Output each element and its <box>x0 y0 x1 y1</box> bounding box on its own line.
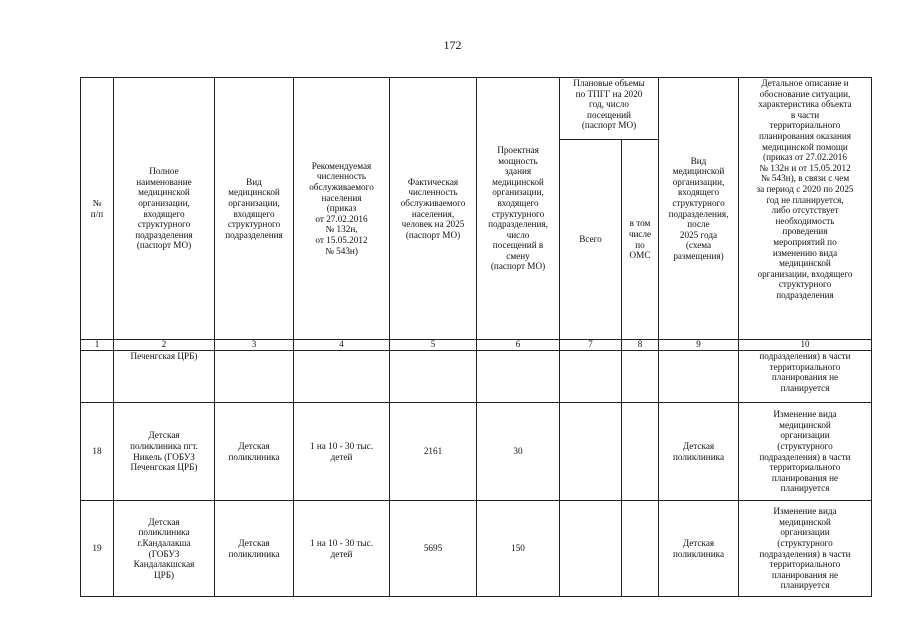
cell-org-type-after: Детская поликлиника <box>659 501 739 597</box>
column-number: 4 <box>294 340 390 351</box>
header-row-1 <box>81 78 872 140</box>
table-row <box>81 403 872 501</box>
table-row <box>81 501 872 597</box>
column-number: 3 <box>215 340 294 351</box>
cell-recommended: 1 на 10 - 30 тыс. детей <box>294 501 390 597</box>
cell-recommended: 1 на 10 - 30 тыс. детей <box>294 403 390 501</box>
cell-total <box>560 351 622 403</box>
cell-org-type: Детская поликлиника <box>215 403 294 501</box>
header-oms: в том числе по ОМС <box>622 140 659 340</box>
column-number-row <box>81 340 872 351</box>
cell-oms <box>622 403 659 501</box>
cell-description: подразделения) в части территориального планирования не планируется <box>739 351 872 403</box>
cell-actual <box>390 351 477 403</box>
cell-oms <box>622 351 659 403</box>
column-number: 8 <box>622 340 659 351</box>
column-number: 5 <box>390 340 477 351</box>
header-recommended-population: Рекомендуемая численность обслуживаемого населения (приказ от 27.02.2016 № 132н, от 15.05.2012 № 543н) <box>294 78 390 340</box>
header-description: Детальное описание и обоснование ситуации, характеристика объекта в части территориального планирования оказания медицинской помощи (приказ от 27.02.2016 № 132н и от 15.05.2012 № 543н), в связи с чем за период с 2020 по 2025 год не планируется, либо отсутствует необходимость проведения мероприятий по изменению вида медицинской организации, входящего структурного подразделения <box>739 78 872 340</box>
header-actual-population: Фактическая численность обслуживаемого населения, человек на 2025 (паспорт МО) <box>390 78 477 340</box>
cell-capacity <box>477 351 560 403</box>
continuation-row <box>81 351 872 403</box>
cell-org-type-after <box>659 351 739 403</box>
cell-total <box>560 403 622 501</box>
column-number: 10 <box>739 340 872 351</box>
header-org-type-after-2025: Вид медицинской организации, входящего структурного подразделения, после 2025 года (схема размещения) <box>659 78 739 340</box>
cell-actual: 5695 <box>390 501 477 597</box>
header-planned-volumes: Плановые объемы по ТПГГ на 2020 год, число посещений (паспорт МО) <box>560 78 659 140</box>
cell-capacity: 150 <box>477 501 560 597</box>
cell-full-name: Печенгская ЦРБ) <box>114 351 215 403</box>
cell-org-type: Детская поликлиника <box>215 501 294 597</box>
column-number: 7 <box>560 340 622 351</box>
cell-num: 18 <box>81 403 114 501</box>
page-number: 172 <box>443 38 462 52</box>
header-total: Всего <box>560 140 622 340</box>
header-org-type: Вид медицинской организации, входящего структурного подразделения <box>215 78 294 340</box>
cell-num <box>81 351 114 403</box>
cell-oms <box>622 501 659 597</box>
cell-num: 19 <box>81 501 114 597</box>
header-num: № п/п <box>81 78 114 340</box>
header-design-capacity: Проектная мощность здания медицинской организации, входящего структурного подразделения, число посещений в смену (паспорт МО) <box>477 78 560 340</box>
cell-description: Изменение вида медицинской организации (структурного подразделения) в части территориального планирования не планируется <box>739 501 872 597</box>
cell-org-type-after: Детская поликлиника <box>659 403 739 501</box>
cell-recommended <box>294 351 390 403</box>
cell-full-name: Детская поликлиника г.Кандалакша (ГОБУЗ Кандалакшская ЦРБ) <box>114 501 215 597</box>
column-number: 2 <box>114 340 215 351</box>
cell-full-name: Детская поликлиника пгт. Никель (ГОБУЗ Печенгская ЦРБ) <box>114 403 215 501</box>
column-number: 1 <box>81 340 114 351</box>
cell-capacity: 30 <box>477 403 560 501</box>
header-full-name: Полное наименование медицинской организации, входящего структурного подразделения (паспорт МО) <box>114 78 215 340</box>
cell-total <box>560 501 622 597</box>
cell-description: Изменение вида медицинской организации (структурного подразделения) в части территориального планирования не планируется <box>739 403 872 501</box>
cell-actual: 2161 <box>390 403 477 501</box>
column-number: 9 <box>659 340 739 351</box>
column-number: 6 <box>477 340 560 351</box>
cell-org-type <box>215 351 294 403</box>
medical-organizations-table <box>80 77 872 597</box>
